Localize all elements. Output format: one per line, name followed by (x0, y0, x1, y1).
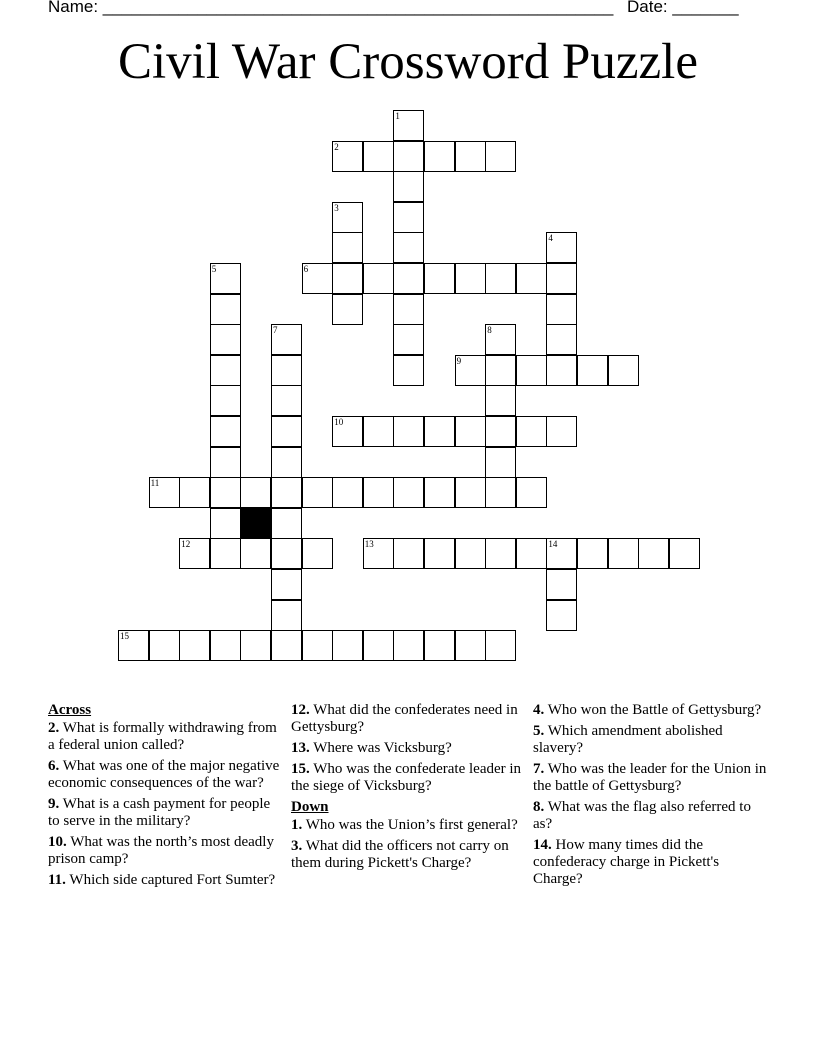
grid-cell[interactable] (271, 600, 302, 631)
clue-text: Who was the Union’s first general? (305, 817, 518, 833)
grid-cell[interactable] (240, 538, 271, 569)
grid-cell[interactable] (393, 171, 424, 202)
clue-number: 14. (533, 837, 552, 853)
clue-number: 13. (291, 740, 310, 756)
grid-cell[interactable] (485, 538, 516, 569)
clue-across-13 (291, 740, 527, 757)
grid-cell[interactable] (669, 538, 700, 569)
clue-number: 11. (48, 872, 66, 888)
grid-cell[interactable] (179, 477, 210, 508)
grid-cell[interactable] (516, 477, 547, 508)
grid-cell[interactable] (424, 416, 455, 447)
clue-text: Which side captured Fort Sumter? (69, 872, 276, 888)
clue-text: What is a cash payment for people to serve in the military? (48, 796, 271, 829)
clue-number: 6. (48, 758, 60, 774)
grid-cell[interactable] (424, 630, 455, 661)
grid-cell[interactable] (393, 232, 424, 263)
grid-cell[interactable] (179, 538, 210, 569)
clue-number-label: 8 (487, 325, 492, 336)
clue-text: Who won the Battle of Gettysburg? (547, 702, 762, 718)
clue-number-label: 13 (364, 539, 374, 550)
name-field[interactable]: Name: ______________________________________________________ (48, 0, 614, 16)
grid-cell[interactable] (577, 538, 608, 569)
grid-cell[interactable] (271, 447, 302, 478)
grid-cell[interactable] (393, 202, 424, 233)
grid-cell[interactable] (546, 263, 577, 294)
grid-cell[interactable] (302, 263, 333, 294)
clue-number-label: 4 (548, 233, 553, 244)
grid-cell[interactable] (363, 416, 394, 447)
clue-down-14 (533, 837, 769, 888)
down-heading: Down (291, 799, 329, 815)
grid-cell[interactable] (271, 355, 302, 386)
grid-cell[interactable] (179, 630, 210, 661)
clue-across-2 (48, 720, 284, 754)
clue-text: Who was the leader for the Union in the battle of Gettysburg? (533, 761, 767, 794)
grid-cell[interactable] (516, 263, 547, 294)
clue-down-7 (533, 761, 769, 795)
grid-cell[interactable] (210, 324, 241, 355)
grid-cell[interactable] (485, 141, 516, 172)
grid-cell[interactable] (210, 508, 241, 539)
grid-cell[interactable] (393, 141, 424, 172)
grid-cell[interactable] (332, 232, 363, 263)
grid-cell[interactable] (332, 630, 363, 661)
grid-cell[interactable] (363, 263, 394, 294)
grid-cell[interactable] (546, 600, 577, 631)
grid-cell[interactable] (393, 110, 424, 141)
grid-cell[interactable] (332, 263, 363, 294)
clue-number: 2. (48, 720, 60, 736)
clue-number: 5. (533, 723, 545, 739)
grid-cell[interactable] (455, 416, 486, 447)
black-square (240, 508, 271, 539)
grid-cell[interactable] (455, 263, 486, 294)
clue-across-15 (291, 761, 527, 795)
grid-cell[interactable] (608, 538, 639, 569)
clue-number: 3. (291, 838, 303, 854)
grid-cell[interactable] (393, 538, 424, 569)
clue-down-1 (291, 817, 527, 834)
across-heading: Across (48, 702, 92, 718)
grid-cell[interactable] (393, 477, 424, 508)
grid-cell[interactable] (363, 141, 394, 172)
grid-cell[interactable] (424, 538, 455, 569)
grid-cell[interactable] (210, 630, 241, 661)
grid-cell[interactable] (332, 416, 363, 447)
grid-cell[interactable] (546, 294, 577, 325)
grid-cell[interactable] (210, 385, 241, 416)
clue-number-label: 2 (334, 141, 339, 152)
grid-cell[interactable] (577, 355, 608, 386)
clue-number: 1. (291, 817, 303, 833)
grid-cell[interactable] (485, 416, 516, 447)
grid-cell[interactable] (149, 630, 180, 661)
clue-number-label: 3 (334, 202, 339, 213)
clue-number: 12. (291, 702, 310, 718)
grid-cell[interactable] (271, 508, 302, 539)
grid-cell[interactable] (485, 477, 516, 508)
grid-cell[interactable] (485, 447, 516, 478)
grid-cell[interactable] (455, 141, 486, 172)
grid-cell[interactable] (608, 355, 639, 386)
grid-cell[interactable] (485, 630, 516, 661)
date-field[interactable]: Date: _______ (627, 0, 739, 16)
grid-cell[interactable] (363, 538, 394, 569)
grid-cell[interactable] (332, 477, 363, 508)
clue-down-5 (533, 723, 769, 757)
grid-cell[interactable] (393, 263, 424, 294)
grid-cell[interactable] (302, 477, 333, 508)
grid-cell[interactable] (332, 141, 363, 172)
grid-cell[interactable] (424, 263, 455, 294)
grid-cell[interactable] (516, 416, 547, 447)
clue-number-label: 11 (150, 478, 160, 489)
clue-text: What did the officers not carry on them during Pickett's Charge? (291, 838, 509, 871)
grid-cell[interactable] (363, 477, 394, 508)
page-title: Civil War Crossword Puzzle (118, 34, 698, 90)
clue-number-label: 12 (181, 539, 191, 550)
clue-number-label: 14 (548, 539, 558, 550)
clue-number: 4. (533, 702, 545, 718)
grid-cell[interactable] (271, 385, 302, 416)
grid-cell[interactable] (363, 630, 394, 661)
grid-cell[interactable] (485, 385, 516, 416)
grid-cell[interactable] (118, 630, 149, 661)
grid-cell[interactable] (271, 324, 302, 355)
grid-cell[interactable] (271, 630, 302, 661)
clue-text: Who was the confederate leader in the siege of Vicksburg? (291, 761, 522, 794)
grid-cell[interactable] (546, 232, 577, 263)
grid-cell[interactable] (546, 324, 577, 355)
clue-across-9 (48, 796, 284, 830)
clue-text: What was the flag also referred to as? (533, 799, 751, 832)
grid-cell[interactable] (546, 355, 577, 386)
grid-cell[interactable] (485, 324, 516, 355)
grid-cell[interactable] (393, 355, 424, 386)
grid-cell[interactable] (546, 416, 577, 447)
clue-text: Which amendment abolished slavery? (533, 723, 723, 756)
clue-number-label: 10 (334, 417, 344, 427)
grid-cell[interactable] (271, 416, 302, 447)
grid-cell[interactable] (271, 538, 302, 569)
grid-cell[interactable] (485, 355, 516, 386)
clue-text: Where was Vicksburg? (313, 740, 452, 756)
grid-cell[interactable] (546, 538, 577, 569)
clue-number: 15. (291, 761, 310, 777)
clue-across-10 (48, 834, 284, 868)
clue-number-label: 6 (303, 264, 309, 274)
grid-cell[interactable] (149, 477, 180, 508)
clue-across-11 (48, 872, 284, 889)
grid-cell[interactable] (455, 630, 486, 661)
clue-down-3 (291, 838, 527, 872)
clue-number: 9. (48, 796, 60, 812)
clue-number-label: 5 (211, 264, 217, 274)
clue-number: 8. (533, 799, 545, 815)
grid-cell[interactable] (516, 538, 547, 569)
clue-number: 7. (533, 761, 545, 777)
clue-across-12 (291, 702, 527, 736)
grid-cell[interactable] (302, 630, 333, 661)
grid-cell[interactable] (393, 416, 424, 447)
grid-cell[interactable] (638, 538, 669, 569)
clue-number-label: 7 (273, 325, 278, 336)
grid-cell[interactable] (455, 538, 486, 569)
clue-text: What was the north’s most deadly prison camp? (48, 834, 274, 867)
grid-cell[interactable] (210, 294, 241, 325)
clues-column-2 (291, 702, 527, 876)
grid-cell[interactable] (210, 263, 241, 294)
clue-text: How many times did the confederacy charge in Pickett's Charge? (533, 837, 720, 887)
grid-cell[interactable] (424, 477, 455, 508)
clue-number-label: 1 (395, 111, 400, 121)
clue-number-label: 9 (456, 355, 462, 366)
grid-cell[interactable] (332, 294, 363, 325)
clues-column-1 (48, 702, 284, 893)
clue-text: What did the confederates need in Gettysburg? (291, 702, 518, 735)
grid-cell[interactable] (210, 416, 241, 447)
grid-cell[interactable] (210, 538, 241, 569)
grid-cell[interactable] (546, 569, 577, 600)
grid-cell[interactable] (393, 630, 424, 661)
grid-cell[interactable] (455, 355, 486, 386)
grid-cell[interactable] (302, 538, 333, 569)
clues-column-3 (533, 702, 769, 892)
grid-cell[interactable] (271, 569, 302, 600)
grid-cell[interactable] (240, 630, 271, 661)
grid-cell[interactable] (393, 294, 424, 325)
grid-cell[interactable] (393, 324, 424, 355)
clue-across-6 (48, 758, 284, 792)
grid-cell[interactable] (424, 141, 455, 172)
clue-down-4 (533, 702, 769, 719)
grid-cell[interactable] (455, 477, 486, 508)
grid-cell[interactable] (271, 477, 302, 508)
grid-cell[interactable] (516, 355, 547, 386)
grid-cell[interactable] (485, 263, 516, 294)
clue-down-8 (533, 799, 769, 833)
grid-cell[interactable] (332, 202, 363, 233)
grid-cell[interactable] (210, 447, 241, 478)
grid-cell[interactable] (210, 477, 241, 508)
clue-number: 10. (48, 834, 67, 850)
clue-number-label: 15 (120, 631, 129, 642)
grid-cell[interactable] (210, 355, 241, 386)
clue-text: What was one of the major negative economic consequences of the war? (48, 758, 280, 791)
grid-cell[interactable] (240, 477, 271, 508)
clue-text: What is formally withdrawing from a federal union called? (48, 720, 277, 753)
